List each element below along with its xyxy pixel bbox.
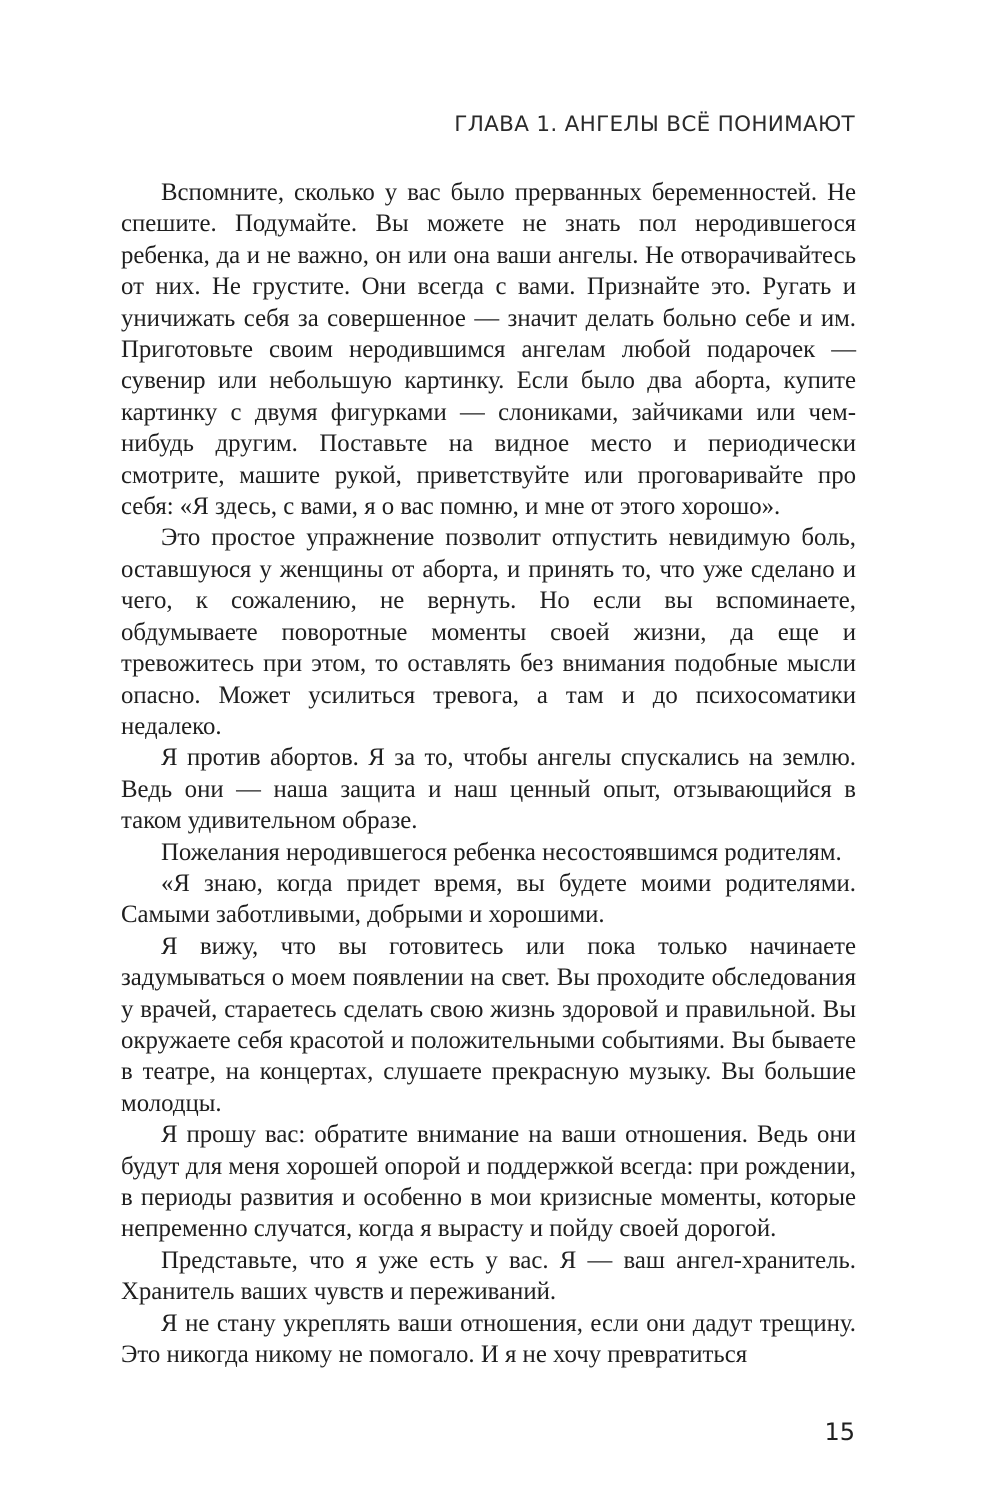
page-number: 15 <box>824 1418 855 1446</box>
paragraph: Пожелания неродившегося ребенка несостоявшимся родителям. <box>161 838 842 866</box>
paragraph: «Я знаю, когда придет время, вы будете моими родителями. Самыми заботливыми, добрыми и хорошими. <box>121 869 856 929</box>
paragraph: Это простое упражнение позволит отпустить невидимую боль, оставшуюся у женщины от аборта, и принять то, что уже сделано и чего, к сожалению, не вернуть. Но если вы вспоминаете, обдумываете поворотные моменты своей жизни, да еще и тревожитесь при этом, то оставлять без внимания подобные мысли опасно. Может усилиться тревога, а там и до психосоматики недалеко. <box>121 524 856 740</box>
paragraph: Я не стану укреплять ваши отношения, если они дадут трещину. Это никогда никому не помогало. И я не хочу превратиться <box>121 1309 856 1369</box>
paragraph: Я против абортов. Я за то, чтобы ангелы спускались на землю. Ведь они — наша защита и наш ценный опыт, отзывающийся в таком удивительном образе. <box>121 744 856 835</box>
paragraph: Представьте, что я уже есть у вас. Я — ваш ангел-хранитель. Хранитель ваших чувств и переживаний. <box>121 1246 856 1306</box>
body-text <box>121 177 856 1370</box>
paragraph: Вспомните, сколько у вас было прерванных беременностей. Не спешите. Подумайте. Вы можете не знать пол неродившегося ребенка, да и не важно, он или она ваши ангелы. Не отворачивайтесь от них. Не грустите. Они всегда с вами. Признайте это. Ругать и уничижать себя за совершенное — значит делать больно себе и им. Приготовьте своим неродившимся ангелам любой подарочек — сувенир или небольшую картинку. Если было два аборта, купите картинку с двумя фигурками — слониками, зайчиками или чем-нибудь другим. Поставьте на видное место и периодически смотрите, машите рукой, приветствуйте или проговаривайте про себя: «Я здесь, с вами, я о вас помню, и мне от этого хорошо». <box>121 179 856 521</box>
paragraph: Я вижу, что вы готовитесь или пока только начинаете задумываться о моем появлении на свет. Вы проходите обследования у врачей, стараетесь сделать свою жизнь здоровой и правильной. Вы окружаете себя красотой и положительными событиями. Вы бываете в театре, на концертах, слушаете прекрасную музыку. Вы большие молодцы. <box>121 932 856 1117</box>
paragraph: Я прошу вас: обратите внимание на ваши отношения. Ведь они будут для меня хорошей опорой и поддержкой всегда: при рождении, в периоды развития и особенно в мои кризисные моменты, которые непременно случатся, когда я вырасту и пойду своей дорогой. <box>121 1121 856 1243</box>
running-head-chapter-title: ГЛАВА 1. АНГЕЛЫ ВСЁ ПОНИМАЮТ <box>454 112 855 137</box>
